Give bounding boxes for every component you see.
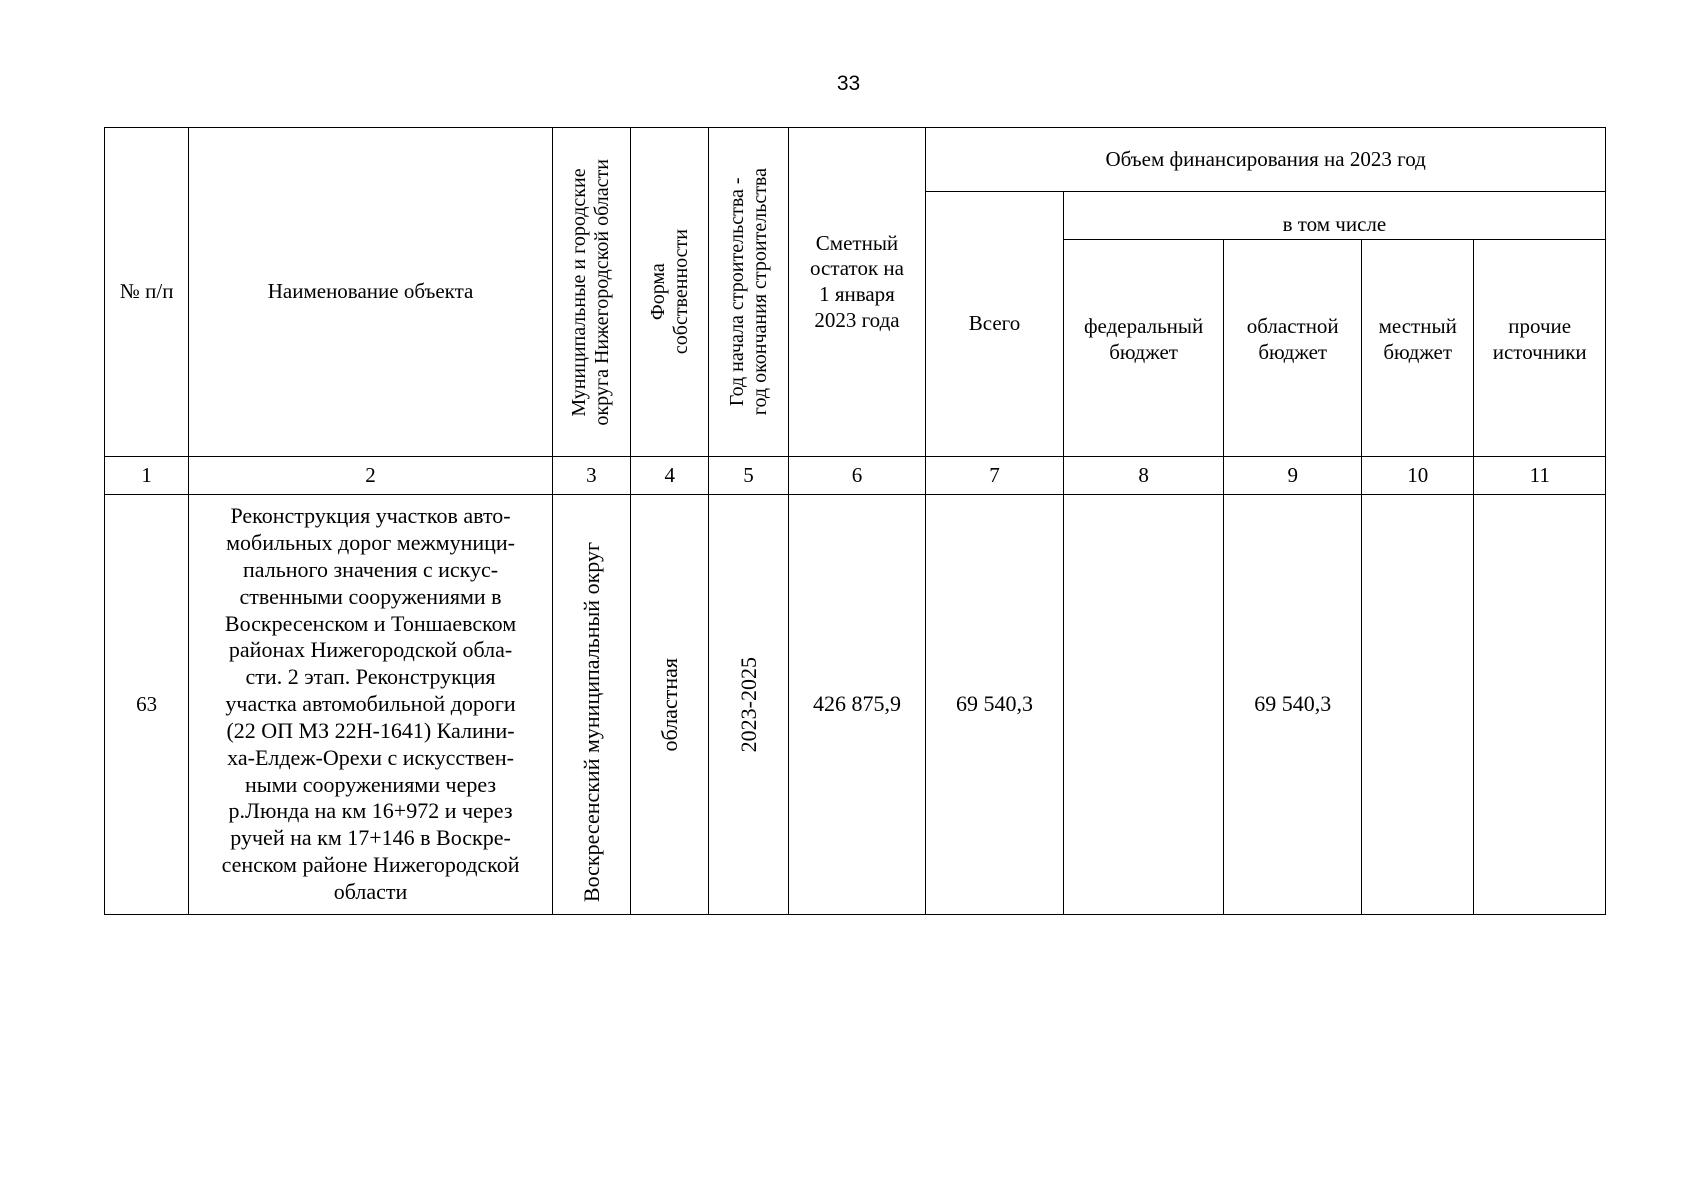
header-municipality-text: Муниципальные и городские округа Нижегородской области — [568, 158, 614, 426]
construction-years-text: 2023-2025 — [735, 656, 761, 753]
header-ownership-text: Форма собственности — [646, 229, 692, 355]
header-local-budget: местный бюджет — [1361, 240, 1473, 457]
federal-budget — [1063, 495, 1224, 915]
local-budget — [1361, 495, 1473, 915]
column-number: 2 — [189, 457, 552, 495]
header-total — [926, 192, 1064, 457]
page-number: 33 — [836, 72, 861, 95]
table-row — [105, 495, 1606, 915]
header-object-name — [189, 128, 552, 457]
financing-table — [104, 127, 1606, 915]
header-number — [105, 128, 189, 457]
header-total-text: Всего — [968, 311, 1021, 336]
header-municipality — [552, 128, 630, 457]
column-number: 6 — [788, 457, 926, 495]
other-sources — [1474, 495, 1606, 915]
ownership-form — [631, 495, 709, 915]
header-including — [1063, 192, 1605, 240]
header-federal-budget: федеральный бюджет — [1063, 240, 1224, 457]
municipality-text: Воскресенский муниципальный округ — [578, 541, 604, 902]
header-number-text: № п/п — [119, 279, 174, 304]
column-numbers-row — [105, 457, 1606, 495]
object-name: Реконструкция участков авто- мобильных дорог межмуници- пального значения с искус- ственными сооружениями в Воскресенском и Тоншаевском районах Нижегородской обла- сти. 2 этап. Реконструкция участка автомобильной дороги (22 ОП МЗ 22Н-1641) Калини- ха-Елдеж-Орехи с искусствен- ными сооружениями через р.Люнда на км 16+972 и через ручей на км 17+146 в Воскре- сенском районе Нижегородской области — [189, 495, 552, 915]
financing-total: 69 540,3 — [926, 495, 1064, 915]
header-including-text: в том числе — [1282, 212, 1387, 237]
construction-years — [709, 495, 788, 915]
column-number: 5 — [709, 457, 788, 495]
column-number: 8 — [1063, 457, 1224, 495]
row-number: 63 — [105, 495, 189, 915]
header-estimated-balance-text: Сметный остаток на 1 января 2023 года — [809, 230, 904, 332]
header-ownership — [631, 128, 709, 457]
column-number: 1 — [105, 457, 189, 495]
header-regional-budget: областной бюджет — [1224, 240, 1362, 457]
regional-budget: 69 540,3 — [1224, 495, 1362, 915]
column-number: 7 — [926, 457, 1064, 495]
header-financing-text: Объем финансирования на 2023 год — [1105, 146, 1426, 171]
ownership-form-text: областная — [657, 657, 683, 752]
header-construction-years — [709, 128, 788, 457]
column-number: 11 — [1474, 457, 1606, 495]
municipality — [552, 495, 630, 915]
header-other-sources: прочие источники — [1474, 240, 1606, 457]
header-estimated-balance — [788, 128, 926, 457]
column-number: 10 — [1361, 457, 1473, 495]
header-construction-years-text: Год начала строительства - год окончания строительства — [725, 168, 771, 416]
column-number: 4 — [631, 457, 709, 495]
header-financing — [926, 128, 1606, 192]
column-number: 3 — [552, 457, 630, 495]
header-object-name-text: Наименование объекта — [267, 279, 474, 304]
estimated-balance: 426 875,9 — [788, 495, 926, 915]
column-number: 9 — [1224, 457, 1362, 495]
